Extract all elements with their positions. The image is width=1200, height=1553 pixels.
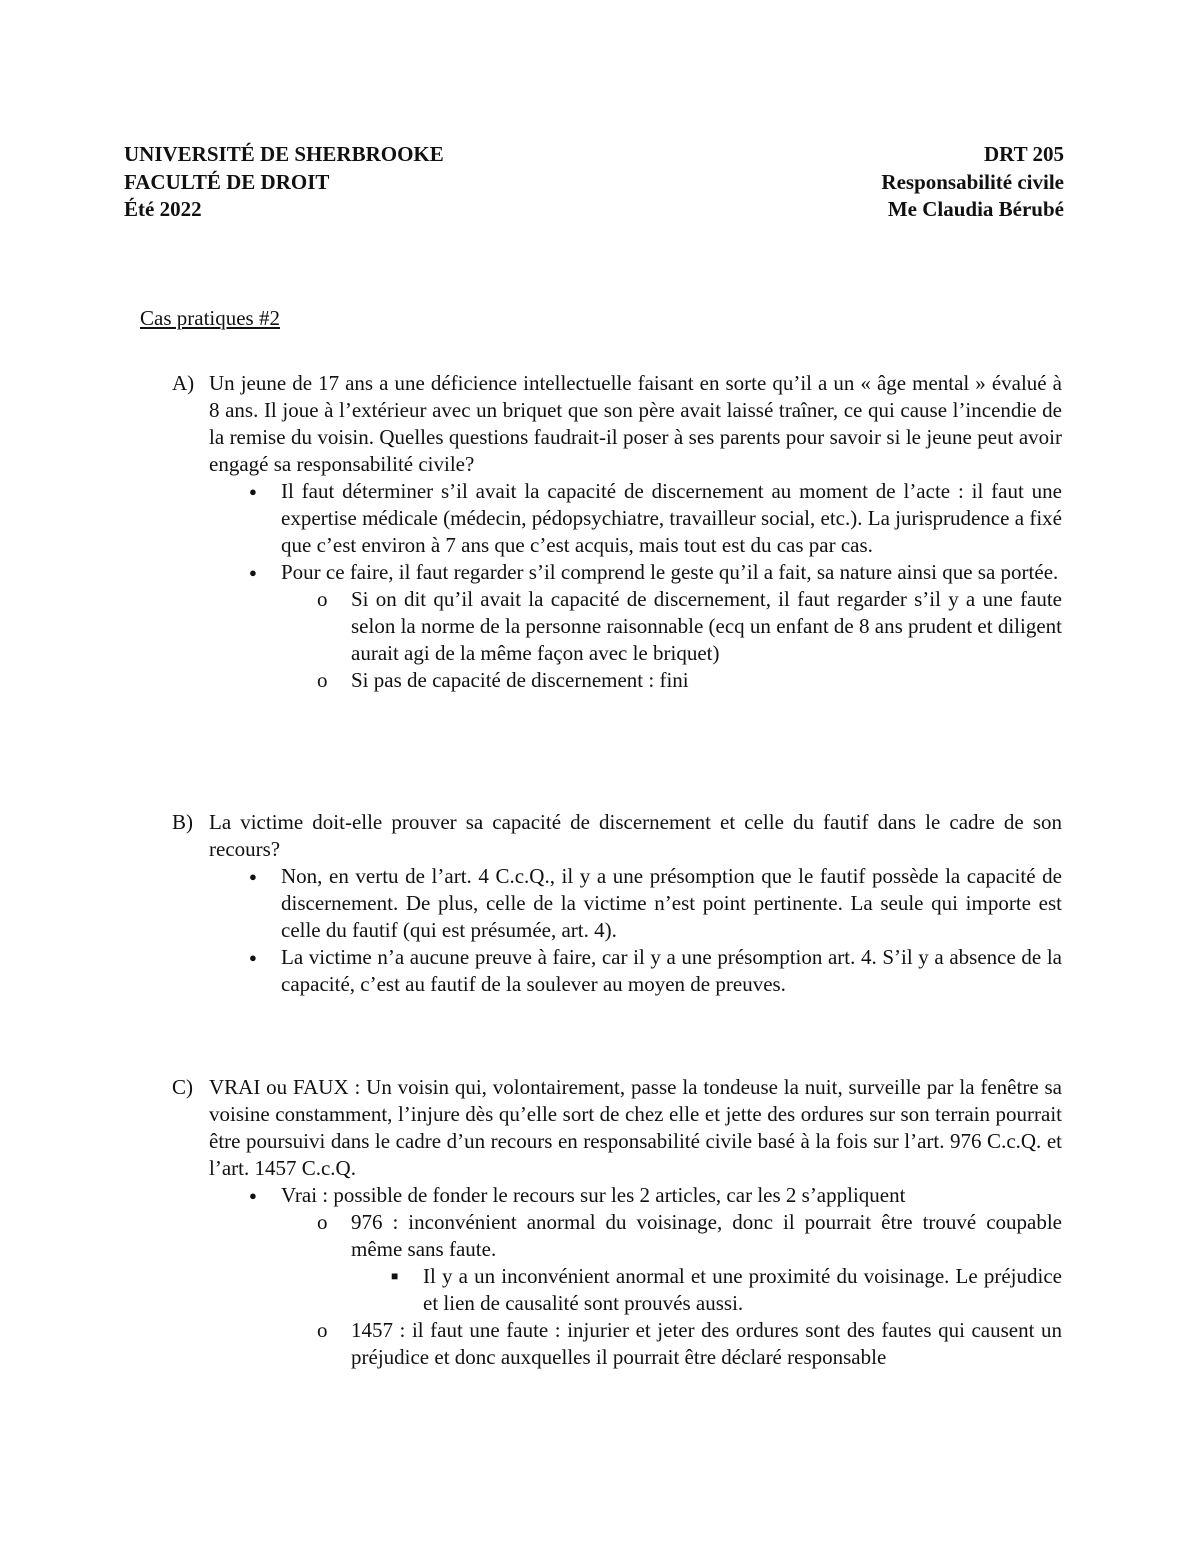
- sub-answer-list: [351, 586, 1062, 694]
- answer-bullet: ● Il faut déterminer s’il avait la capacité de discernement au moment de l’acte : il faut une expertise médicale (médecin, pédopsychiatre, travailleur social, etc.). La jurisprudence a fixé que c’est environ à 7 ans que c’est acquis, mais tout est du cas par cas.: [281, 478, 1062, 559]
- answer-bullet-text: Pour ce faire, il faut regarder s’il comprend le geste qu’il a fait, sa nature ainsi que sa portée.: [281, 560, 1059, 584]
- faculty-name: FACULTÉ DE DROIT: [124, 169, 330, 194]
- course-title: Responsabilité civile: [881, 169, 1064, 194]
- header-row: [124, 196, 1064, 224]
- course-code: DRT 205: [984, 142, 1064, 166]
- question-text: La victime doit-elle prouver sa capacité de discernement et celle du fautif dans le cadre de son recours?: [209, 810, 1062, 861]
- question-a: [172, 370, 1062, 694]
- question-body: [209, 809, 1062, 998]
- answer-bullet-text: Vrai : possible de fonder le recours sur les 2 articles, car les 2 s’appliquent: [281, 1183, 906, 1207]
- answer-list: [281, 863, 1062, 998]
- question-text: VRAI ou FAUX : Un voisin qui, volontairement, passe la tondeuse la nuit, surveille par la fenêtre sa voisine constamment, l’injure dès qu’elle sort de chez elle et jette des ordures sur son terrain pourrait être poursuivi dans le cadre d’un recours en responsabilité civile basé à la fois sur l’art. 976 C.c.Q. et l’art. 1457 C.c.Q.: [209, 1075, 1062, 1180]
- question-label: B): [172, 810, 193, 834]
- document-header: [124, 141, 1064, 224]
- question-b: [172, 809, 1062, 998]
- sub-sub-answer-list: [423, 1263, 1062, 1317]
- answer-bullet: ● Non, en vertu de l’art. 4 C.c.Q., il y a une présomption que le fautif possède la capacité de discernement. De plus, celle de la victime n’est point pertinente. La seule qui importe est celle du fautif (qui est présumée, art. 4).: [281, 863, 1062, 944]
- question-c: [172, 1074, 1062, 1371]
- answer-list: [281, 478, 1062, 694]
- sub-answer-item: [351, 1209, 1062, 1317]
- answer-bullet: ● La victime n’a aucune preuve à faire, car il y a une présomption art. 4. S’il y a absence de la capacité, c’est au fautif de la soulever au moyen de preuves.: [281, 944, 1062, 998]
- sub-answer-item: o Si on dit qu’il avait la capacité de discernement, il faut regarder s’il y a une faute selon la norme de la personne raisonnable (ecq un enfant de 8 ans prudent et diligent aurait agi de la même façon avec le briquet): [351, 586, 1062, 667]
- sub-answer-list: [351, 1209, 1062, 1371]
- sub-answer-item: o Si pas de capacité de discernement : fini: [351, 667, 1062, 694]
- question-label: C): [172, 1075, 193, 1099]
- header-row: [124, 169, 1064, 197]
- university-name: UNIVERSITÉ DE SHERBROOKE: [124, 142, 444, 166]
- question-text: Un jeune de 17 ans a une déficience intellectuelle faisant en sorte qu’il a un « âge mental » évalué à 8 ans. Il joue à l’extérieur avec un briquet que son père avait laissé traîner, ce qui cause l’incendie de la remise du voisin. Quelles questions faudrait-il poser à ses parents pour savoir si le jeune peut avoir engagé sa responsabilité civile?: [209, 371, 1062, 476]
- professor-name: Me Claudia Bérubé: [887, 197, 1064, 221]
- sub-sub-answer-item: ■ Il y a un inconvénient anormal et une proximité du voisinage. Le préjudice et lien de causalité sont prouvés aussi.: [423, 1263, 1062, 1317]
- sub-answer-item: o 1457 : il faut une faute : injurier et jeter des ordures sont des fautes qui causent un préjudice et donc auxquelles il pourrait être déclaré responsable: [351, 1317, 1062, 1371]
- sub-answer-text: 976 : inconvénient anormal du voisinage, donc il pourrait être trouvé coupable même sans faute.: [351, 1210, 1062, 1261]
- answer-list: [281, 1182, 1062, 1371]
- header-row: [124, 141, 1064, 169]
- answer-bullet: [281, 559, 1062, 694]
- question-body: [209, 370, 1062, 694]
- answer-bullet: [281, 1182, 1062, 1371]
- document-title: Cas pratiques #2: [140, 306, 280, 330]
- term: Été 2022: [124, 197, 202, 221]
- question-label: A): [172, 371, 195, 395]
- question-body: [209, 1074, 1062, 1371]
